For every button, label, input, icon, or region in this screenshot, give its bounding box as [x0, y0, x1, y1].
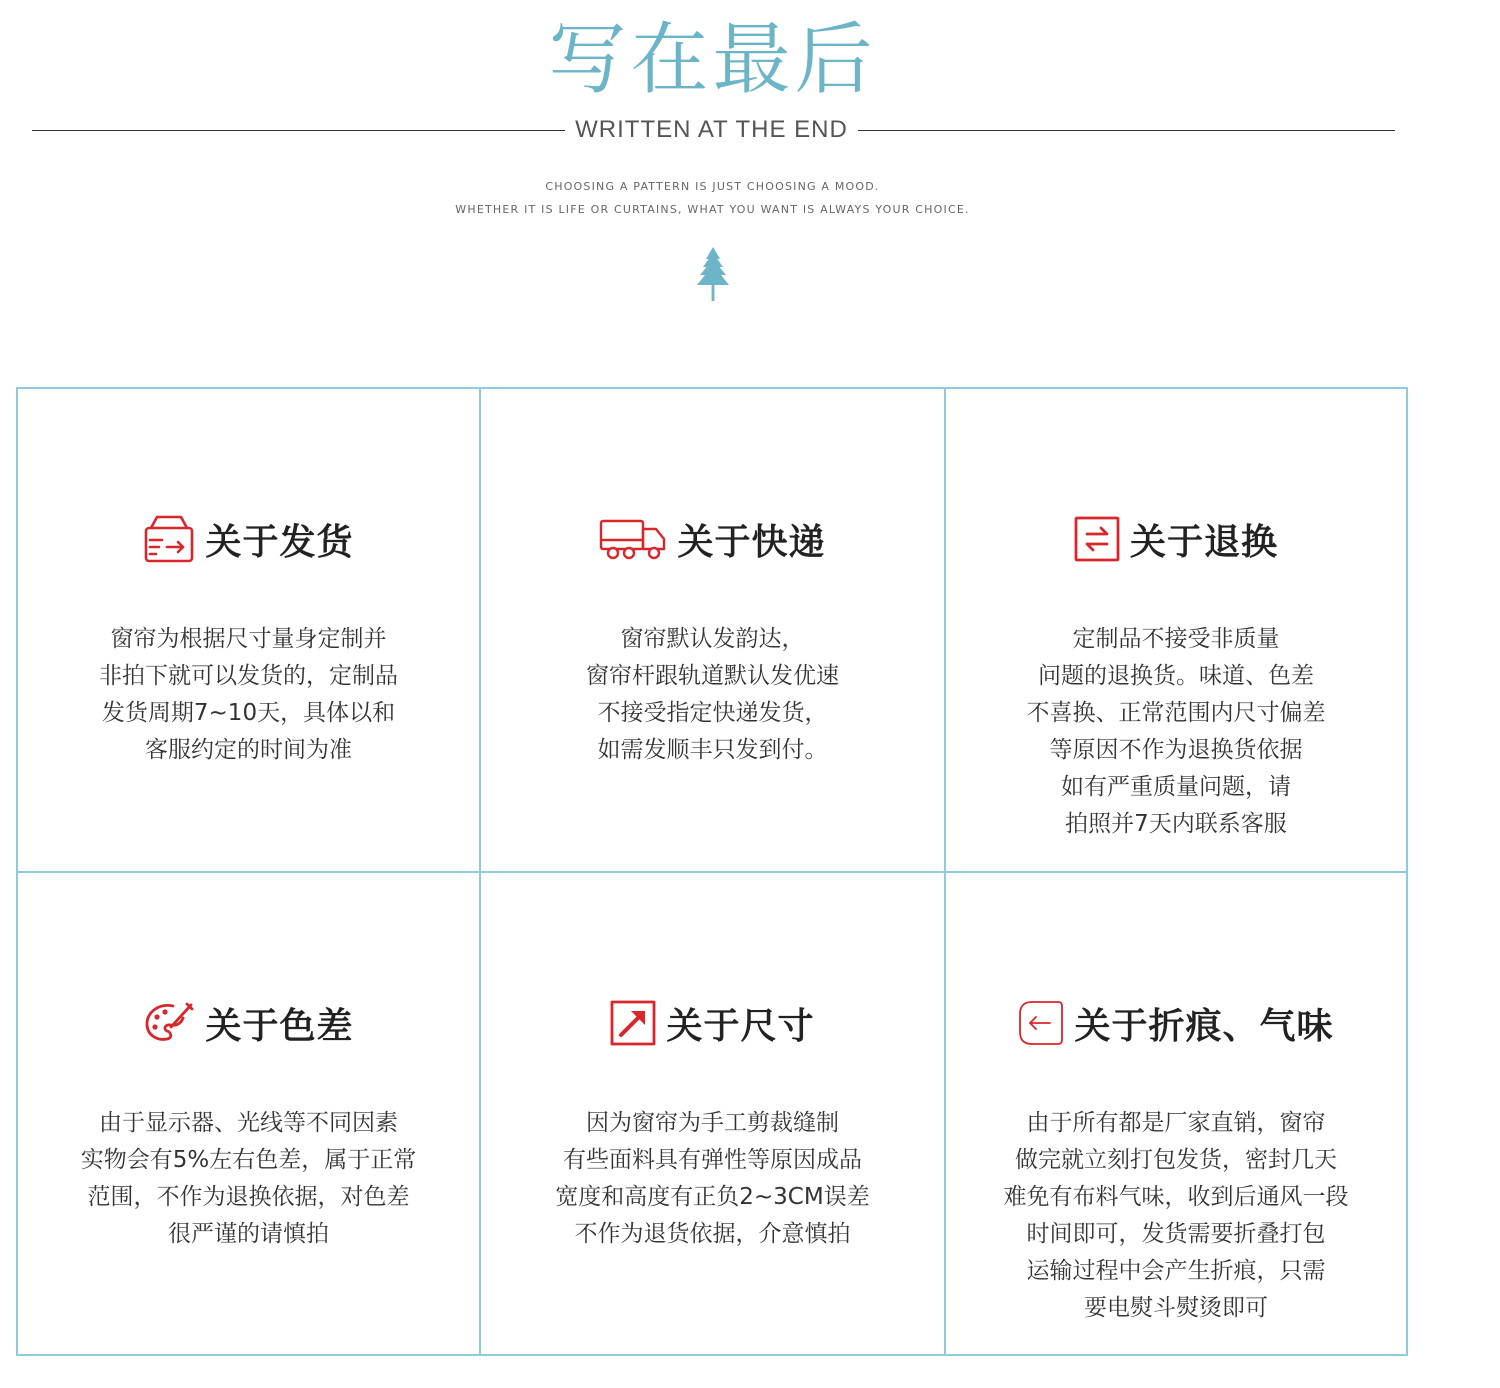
card-title: 关于折痕、气味: [1074, 1005, 1334, 1047]
card-header: [18, 998, 479, 1048]
card-header: [946, 514, 1406, 564]
card-body: 由于所有都是厂家直销，窗帘 做完就立刻打包发货，密封几天 难免有布料气味，收到后通风一段 时间即可，发货需要折叠打包 运输过程中会产生折痕，只需 要电熨斗熨烫即可: [1003, 1110, 1349, 1321]
card-size: [481, 873, 946, 1354]
card-body: 定制品不接受非质量 问题的退换货。味道、色差 不喜换、正常范围内尺寸偏差 等原因不作为退换货依据 如有严重质量问题，请 拍照并7天内联系客服: [1026, 626, 1326, 837]
delivery-truck-icon: [599, 517, 667, 561]
card-shipping: [18, 389, 481, 873]
title-rule-left: [32, 130, 565, 131]
card-color: [18, 873, 481, 1354]
title-rule-right: [858, 130, 1395, 131]
card-title: 关于退换: [1129, 521, 1278, 563]
card-body: 窗帘为根据尺寸量身定制并 非拍下就可以发货的，定制品 发货周期7~10天，具体以和 客服约定的时间为准: [99, 626, 398, 763]
card-title: 关于色差: [205, 1005, 354, 1047]
palette-icon: [143, 1001, 195, 1045]
card-body: 因为窗帘为手工剪裁缝制 有些面料具有弹性等原因成品 宽度和高度有正负2~3CM误差 不作为退货依据，介意慎拍: [555, 1110, 870, 1247]
return-arrow-icon: [1018, 1000, 1064, 1046]
shipping-box-icon: [143, 514, 195, 564]
card-return: [946, 389, 1406, 873]
resize-arrow-icon: [610, 1000, 656, 1046]
info-grid: [16, 387, 1408, 1356]
pine-tree-icon: [693, 245, 733, 303]
card-body: 窗帘默认发韵达， 窗帘杆跟轨道默认发优速 不接受指定快递发货， 如需发顺丰只发到付。: [586, 626, 839, 763]
card-title: 关于快递: [677, 521, 826, 563]
exchange-icon: [1074, 516, 1120, 562]
card-title: 关于尺寸: [666, 1005, 815, 1047]
tagline-line-1: CHOOSING A PATTERN IS JUST CHOOSING A MOOD.: [545, 180, 880, 193]
page-subtitle: WRITTEN AT THE END: [575, 116, 848, 143]
tagline-line-2: WHETHER IT IS LIFE OR CURTAINS, WHAT YOU WANT IS ALWAYS YOUR CHOICE.: [455, 203, 970, 216]
card-header: [946, 998, 1406, 1048]
card-header: [18, 514, 479, 564]
card-header: [481, 514, 944, 564]
card-body: 由于显示器、光线等不同因素 实物会有5%左右色差，属于正常 范围，不作为退换依据，对色差 很严谨的请慎拍: [80, 1110, 417, 1247]
card-crease-smell: [946, 873, 1406, 1354]
card-header: [481, 998, 944, 1048]
card-title: 关于发货: [205, 521, 354, 563]
card-courier: [481, 389, 946, 873]
page-title: 写在最后: [548, 15, 877, 105]
